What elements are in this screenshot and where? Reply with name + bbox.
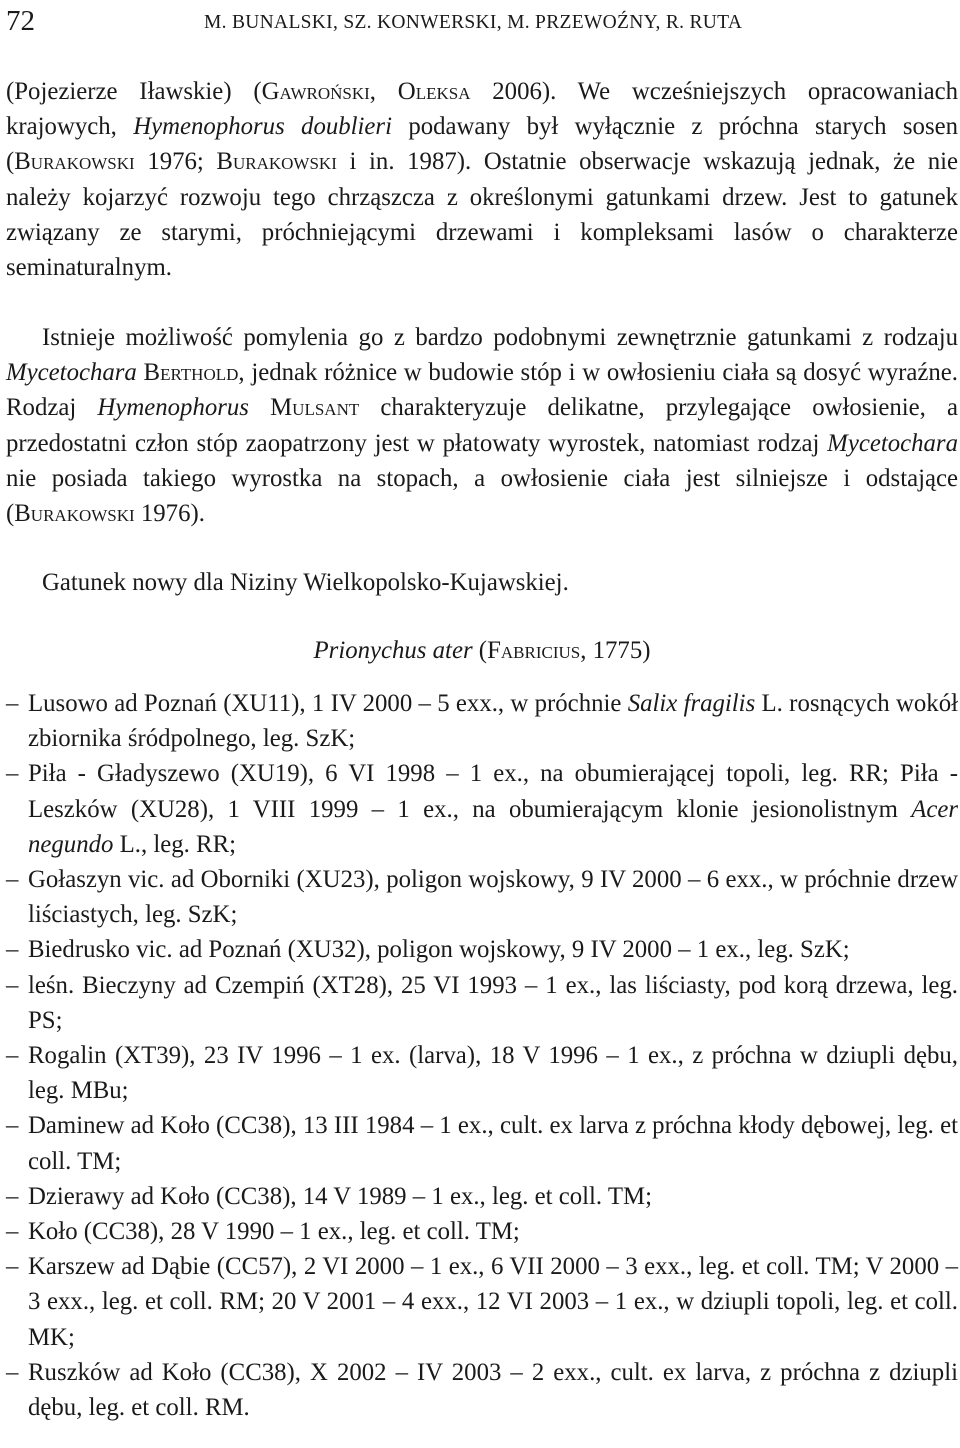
record-dash: – xyxy=(6,1358,19,1386)
record-dash: – xyxy=(6,1218,19,1246)
record-item xyxy=(6,756,958,862)
record-item xyxy=(6,1249,958,1355)
record-text: Ruszków ad Koło (CC38), X 2002 – IV 2003 – 2 exx., cult. ex larva, z próchna z dziupli dębu, leg. et coll. RM. xyxy=(28,1358,958,1422)
record-dash: – xyxy=(6,971,19,999)
record-item xyxy=(6,1179,958,1214)
record-item xyxy=(6,1214,958,1249)
record-item xyxy=(6,968,958,1038)
running-header-authors: M. BUNALSKI, SZ. KONWERSKI, M. PRZEWOŹNY, R. RUTA xyxy=(204,12,743,33)
record-dash: – xyxy=(6,1253,19,1281)
records-list xyxy=(6,686,958,1425)
record-text: Gołaszyn vic. ad Oborniki (XU23), poligon wojskowy, 9 IV 2000 – 6 exx., w próchnie drzew liściastych, leg. SzK; xyxy=(28,866,958,929)
record-text: Dzierawy ad Koło (CC38), 14 V 1989 – 1 ex., leg. et coll. TM; xyxy=(28,1182,652,1210)
record-dash: – xyxy=(6,936,19,964)
record-text: Koło (CC38), 28 V 1990 – 1 ex., leg. et coll. TM; xyxy=(28,1218,520,1246)
record-item xyxy=(6,1355,958,1425)
paragraph-intro: (Pojezierze Iławskie) (Gawroński, Oleksa 2006). We wcześniejszych opracowaniach krajowych, Hymenophorus doublieri podawany był wyłącznie z próchna starych sosen (Burakowski 1976; Burakowski i in. 1987). Ostatnie obserwacje wskazują jednak, że nie należy kojarzyć rozwoju tego chrząszcza z określonymi gatunkami drzew. Jest to gatunek związany ze starymi, próchniejącymi drzewami i kompleksami lasów o charakterze seminaturalnym. xyxy=(6,78,959,282)
record-dash: – xyxy=(6,1042,19,1070)
paragraph-new-record: Gatunek nowy dla Niziny Wielkopolsko-Kujawskiej. xyxy=(42,569,569,596)
record-item xyxy=(6,1108,958,1178)
record-item xyxy=(6,1038,958,1108)
record-text: Piła - Gładyszewo (XU19), 6 VI 1998 – 1 ex., na obumierającej topoli, leg. RR; Piła - Leszków (XU28), 1 VIII 1999 – 1 ex., na obumierającym klonie jesionolistnym Acer negundo L., leg. RR; xyxy=(28,760,958,858)
record-dash: – xyxy=(6,866,19,894)
record-text: Daminew ad Koło (CC38), 13 III 1984 – 1 ex., cult. ex larva z próchna kłody dębowej, leg. et coll. TM; xyxy=(28,1112,958,1175)
record-text: Lusowo ad Poznań (XU11), 1 IV 2000 – 5 exx., w próchnie Salix fragilis L. rosnących wokół zbiornika śródpolnego, leg. SzK; xyxy=(28,690,958,753)
record-item xyxy=(6,862,958,932)
record-dash: – xyxy=(6,760,19,788)
record-dash: – xyxy=(6,1112,19,1140)
record-text: leśn. Bieczyny ad Czempiń (XT28), 25 VI 1993 – 1 ex., las liściasty, pod korą drzewa, leg. PS; xyxy=(28,971,958,1034)
record-dash: – xyxy=(6,690,19,717)
running-header xyxy=(6,4,958,38)
record-item xyxy=(6,932,958,967)
species-heading: Prionychus ater (Fabricius, 1775) xyxy=(313,637,651,664)
record-text: Karszew ad Dąbie (CC57), 2 VI 2000 – 1 ex., 6 VII 2000 – 3 exx., leg. et coll. TM; V 2000 – 3 exx., leg. et coll. RM; 20 V 2001 – 4 exx., 12 VI 2003 – 1 ex., w dziupli topoli, leg. et coll. MK; xyxy=(28,1253,958,1351)
record-item xyxy=(6,686,958,756)
record-text: Rogalin (XT39), 23 IV 1996 – 1 ex. (larva), 18 V 1996 – 1 ex., z próchna w dziupli dębu, leg. MBu; xyxy=(28,1042,958,1105)
page-number: 72 xyxy=(6,5,35,37)
record-text: Biedrusko vic. ad Poznań (XU32), poligon wojskowy, 9 IV 2000 – 1 ex., leg. SzK; xyxy=(28,936,850,964)
record-dash: – xyxy=(6,1182,19,1210)
paragraph-confusion: Istnieje możliwość pomylenia go z bardzo podobnymi zewnętrznie gatunkami z rodzaju Mycetochara Berthold, jednak różnice w budowie stóp i w owłosieniu ciała są dosyć wyraźne. Rodzaj Hymenophorus Mulsant charakteryzuje delikatne, przylegające owłosienie, a przedostatni człon stóp zaopatrzony jest w płatowaty wyrostek, natomiast rodzaj Mycetochara nie posiada takiego wyrostka na stopach, a owłosienie ciała jest silniejsze i odstające (Burakowski 1976). xyxy=(6,324,958,528)
